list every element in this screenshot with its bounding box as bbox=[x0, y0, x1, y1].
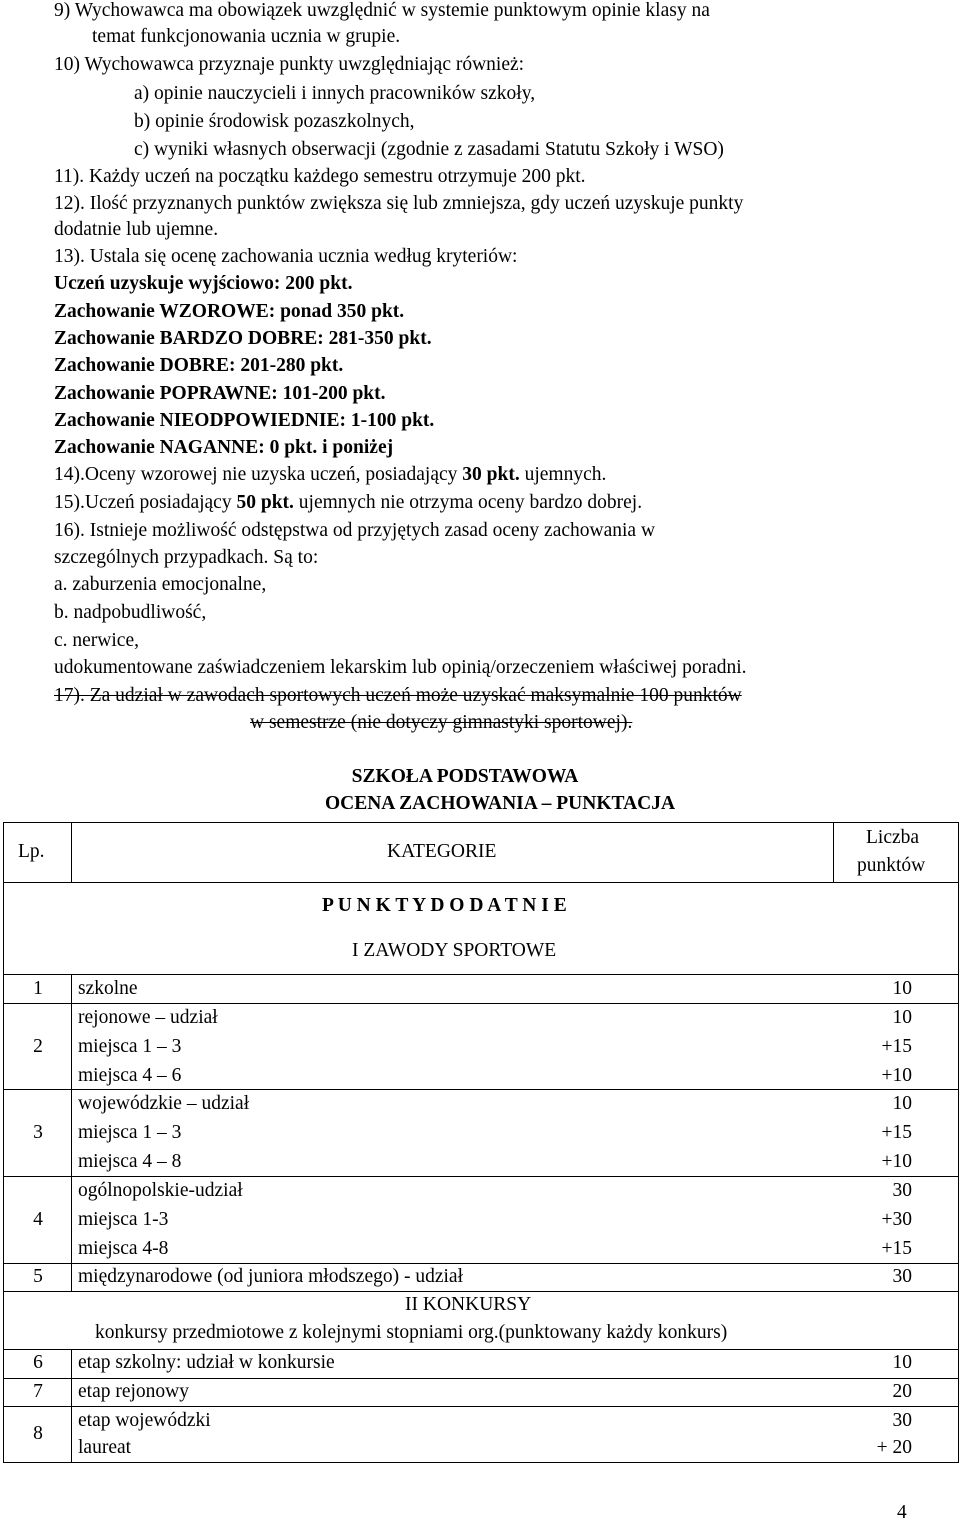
item-11: 11). Każdy uczeń na początku każdego semestru otrzymuje 200 pkt. bbox=[54, 166, 586, 187]
row-4-points-1: 30 bbox=[892, 1180, 912, 1201]
row-3-points-2: +15 bbox=[881, 1122, 912, 1143]
item-10-c: c) wyniki własnych obserwacji (zgodnie z zasadami Statutu Szkoły i WSO) bbox=[134, 139, 724, 160]
row-4-points-3: +15 bbox=[881, 1238, 912, 1259]
row-4-category-2: miejsca 1-3 bbox=[78, 1209, 169, 1230]
row-5-number: 5 bbox=[33, 1266, 43, 1287]
row-6-category: etap szkolny: udział w konkursie bbox=[78, 1352, 335, 1373]
row-2-category-1: rejonowe – udział bbox=[78, 1007, 218, 1028]
row-7-category: etap rejonowy bbox=[78, 1381, 190, 1402]
row-2-category-3: miejsca 4 – 6 bbox=[78, 1065, 182, 1086]
row-4-category-1: ogólnopolskie-udział bbox=[78, 1180, 243, 1201]
row-3-number: 3 bbox=[33, 1122, 43, 1143]
item-17-line-1: 17). Za udział w zawodach sportowych uczeń może uzyskać maksymalnie 100 punktów bbox=[54, 685, 742, 706]
grade-start: Uczeń uzyskuje wyjściowo: 200 pkt. bbox=[54, 273, 353, 294]
grade-dobre: Zachowanie DOBRE: 201-280 pkt. bbox=[54, 355, 344, 376]
row-5-points: 30 bbox=[892, 1266, 912, 1287]
item-10: 10) Wychowawca przyznaje punkty uwzględniając również: bbox=[54, 54, 525, 75]
table-title-scoring: OCENA ZACHOWANIA – PUNKTACJA bbox=[324, 793, 676, 814]
item-16-c: c. nerwice, bbox=[54, 630, 139, 651]
table-title-school: SZKOŁA PODSTAWOWA bbox=[351, 766, 579, 787]
item-17-line-2: w semestrze (nie dotyczy gimnastyki sportowej). bbox=[250, 712, 633, 733]
subsection-contests: II KONKURSY bbox=[405, 1294, 532, 1315]
grade-bardzo-dobre: Zachowanie BARDZO DOBRE: 281-350 pkt. bbox=[54, 328, 432, 349]
grade-wzorowe: Zachowanie WZOROWE: ponad 350 pkt. bbox=[54, 301, 405, 322]
item-16-b: b. nadpobudliwość, bbox=[54, 602, 207, 623]
item-12-line-2: dodatnie lub ujemne. bbox=[54, 219, 219, 240]
column-header-categories: KATEGORIE bbox=[387, 841, 497, 862]
row-8-category-2: laureat bbox=[78, 1437, 132, 1458]
grade-poprawne: Zachowanie POPRAWNE: 101-200 pkt. bbox=[54, 383, 386, 404]
column-header-points-1: Liczba bbox=[866, 827, 920, 848]
row-8-points-2: + 20 bbox=[876, 1437, 912, 1458]
grade-naganne: Zachowanie NAGANNE: 0 pkt. i poniżej bbox=[54, 437, 394, 458]
row-2-category-2: miejsca 1 – 3 bbox=[78, 1036, 182, 1057]
row-5-category: międzynarodowe (od juniora młodszego) - udział bbox=[78, 1266, 464, 1287]
item-13: 13). Ustala się ocenę zachowania ucznia według kryteriów: bbox=[54, 246, 518, 267]
row-3-points-1: 10 bbox=[892, 1093, 912, 1114]
row-2-number: 2 bbox=[33, 1036, 43, 1057]
item-16-a: a. zaburzenia emocjonalne, bbox=[54, 574, 267, 595]
item-16-line-2: szczególnych przypadkach. Są to: bbox=[54, 547, 319, 568]
section-positive-points: P U N K T Y D O D A T N I E bbox=[322, 895, 567, 916]
row-3-category-3: miejsca 4 – 8 bbox=[78, 1151, 182, 1172]
subsection-sport: I ZAWODY SPORTOWE bbox=[352, 940, 557, 961]
row-3-category-2: miejsca 1 – 3 bbox=[78, 1122, 182, 1143]
row-3-points-3: +10 bbox=[881, 1151, 912, 1172]
row-7-number: 7 bbox=[33, 1381, 43, 1402]
item-9-line-1: 9) Wychowawca ma obowiązek uwzględnić w systemie punktowym opinie klasy na bbox=[54, 0, 710, 21]
row-2-points-2: +15 bbox=[881, 1036, 912, 1057]
row-8-points-1: 30 bbox=[892, 1410, 912, 1431]
item-10-b: b) opinie środowisk pozaszkolnych, bbox=[134, 111, 415, 132]
row-2-points-1: 10 bbox=[892, 1007, 912, 1028]
row-6-number: 6 bbox=[33, 1352, 43, 1373]
column-header-points-2: punktów bbox=[857, 855, 926, 876]
row-4-points-2: +30 bbox=[881, 1209, 912, 1230]
row-1-category: szkolne bbox=[78, 978, 138, 999]
row-4-category-3: miejsca 4-8 bbox=[78, 1238, 169, 1259]
item-10-a: a) opinie nauczycieli i innych pracowników szkoły, bbox=[134, 83, 536, 104]
row-7-points: 20 bbox=[892, 1381, 912, 1402]
item-9-line-2: temat funkcjonowania ucznia w grupie. bbox=[92, 26, 401, 47]
row-6-points: 10 bbox=[892, 1352, 912, 1373]
row-4-number: 4 bbox=[33, 1209, 43, 1230]
grade-nieodpowiednie: Zachowanie NIEODPOWIEDNIE: 1-100 pkt. bbox=[54, 410, 435, 431]
row-8-number: 8 bbox=[33, 1423, 43, 1444]
row-2-points-3: +10 bbox=[881, 1065, 912, 1086]
row-3-category-1: wojewódzkie – udział bbox=[78, 1093, 250, 1114]
item-15: 15).Uczeń posiadający 50 pkt. ujemnych nie otrzyma oceny bardzo dobrej. bbox=[54, 492, 643, 513]
subsection-contests-note: konkursy przedmiotowe z kolejnymi stopniami org.(punktowany każdy konkurs) bbox=[95, 1322, 728, 1343]
row-1-points: 10 bbox=[892, 978, 912, 999]
page-number: 4 bbox=[897, 1502, 907, 1523]
row-8-category-1: etap wojewódzki bbox=[78, 1410, 211, 1431]
row-1-number: 1 bbox=[33, 978, 43, 999]
column-header-lp: Lp. bbox=[18, 841, 45, 862]
item-14: 14).Oceny wzorowej nie uzyska uczeń, posiadający 30 pkt. ujemnych. bbox=[54, 464, 607, 485]
item-12-line-1: 12). Ilość przyznanych punktów zwiększa się lub zmniejsza, gdy uczeń uzyskuje punkty bbox=[54, 193, 744, 214]
item-16-line-1: 16). Istnieje możliwość odstępstwa od przyjętych zasad oceny zachowania w bbox=[54, 520, 656, 541]
item-16-line-3: udokumentowane zaświadczeniem lekarskim lub opinią/orzeczeniem właściwej poradni. bbox=[54, 657, 747, 678]
